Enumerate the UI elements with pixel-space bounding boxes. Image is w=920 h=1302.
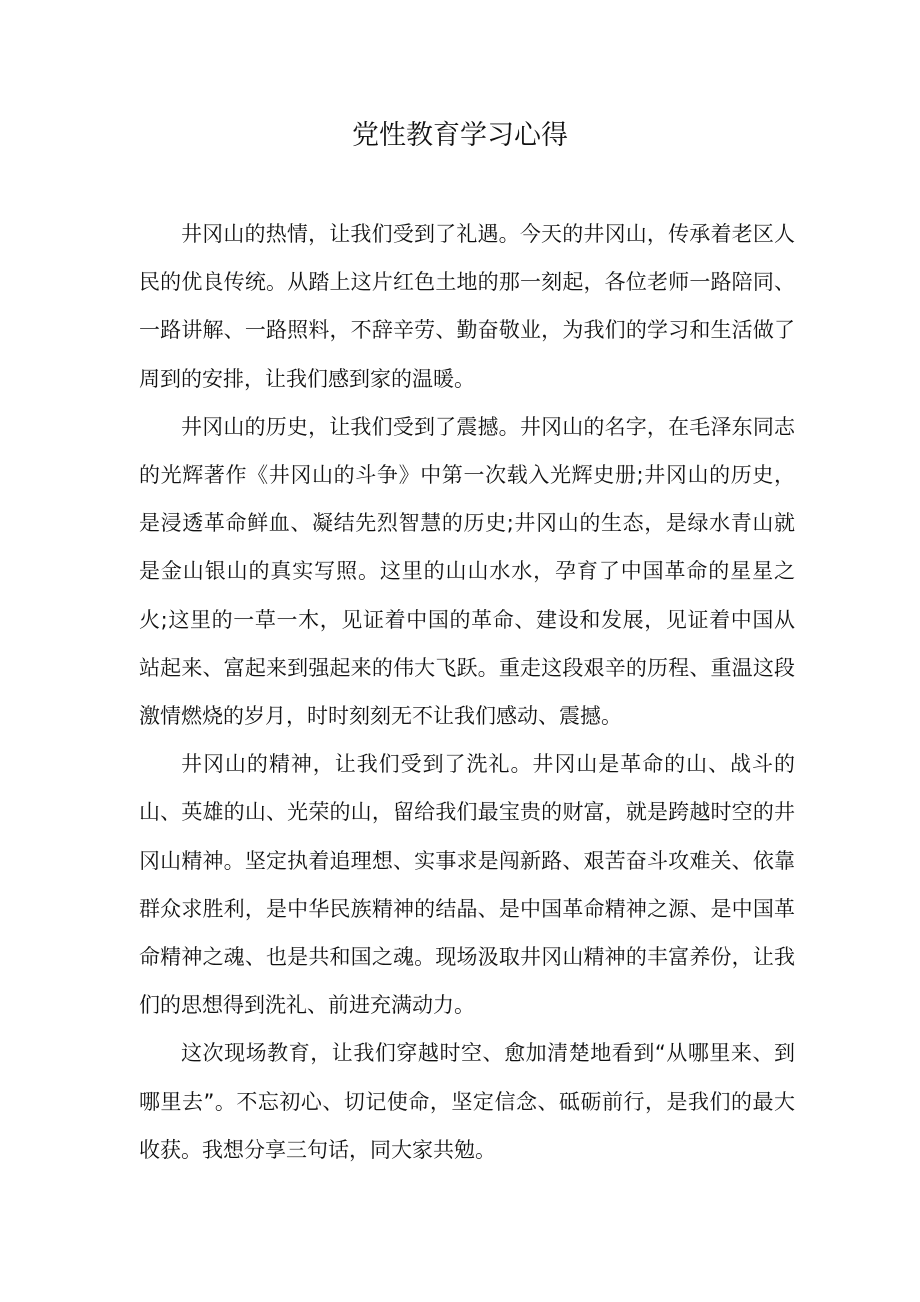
paragraph-hospitality: 井冈山的热情，让我们受到了礼遇。今天的井冈山，传承着老区人民的优良传统。从踏上这片红色土地的那一刻起，各位老师一路陪同、一路讲解、一路照料，不辞辛劳、勤奋敬业，为我们的学习和生活做了周到的安排，让我们感到家的温暖。 bbox=[139, 222, 795, 391]
document-body bbox=[139, 210, 795, 1174]
paragraph-history: 井冈山的历史，让我们受到了震撼。井冈山的名字，在毛泽东同志的光辉著作《井冈山的斗争》中第一次载入光辉史册;井冈山的历史，是浸透革命鲜血、凝结先烈智慧的历史;井冈山的生态，是绿水青山就是金山银山的真实写照。这里的山山水水，孕育了中国革命的星星之火;这里的一草一木，见证着中国的革命、建设和发展，见证着中国从站起来、富起来到强起来的伟大飞跃。重走这段艰辛的历程、重温这段激情燃烧的岁月，时时刻刻无不让我们感动、震撼。 bbox=[139, 414, 795, 729]
paragraph-spirit: 井冈山的精神，让我们受到了洗礼。井冈山是革命的山、战斗的山、英雄的山、光荣的山，留给我们最宝贵的财富，就是跨越时空的井冈山精神。坚定执着追理想、实事求是闯新路、艰苦奋斗攻难关、依靠群众求胜利，是中华民族精神的结晶、是中国革命精神之源、是中国革命精神之魂、也是共和国之魂。现场汲取井冈山精神的丰富养份，让我们的思想得到洗礼、前进充满动力。 bbox=[139, 752, 795, 1018]
paragraph-conclusion: 这次现场教育，让我们穿越时空、愈加清楚地看到“从哪里来、到哪里去”。不忘初心、切记使命，坚定信念、砥砺前行，是我们的最大收获。我想分享三句话，同大家共勉。 bbox=[139, 1041, 795, 1162]
document-title: 党性教育学习心得 bbox=[352, 120, 568, 151]
